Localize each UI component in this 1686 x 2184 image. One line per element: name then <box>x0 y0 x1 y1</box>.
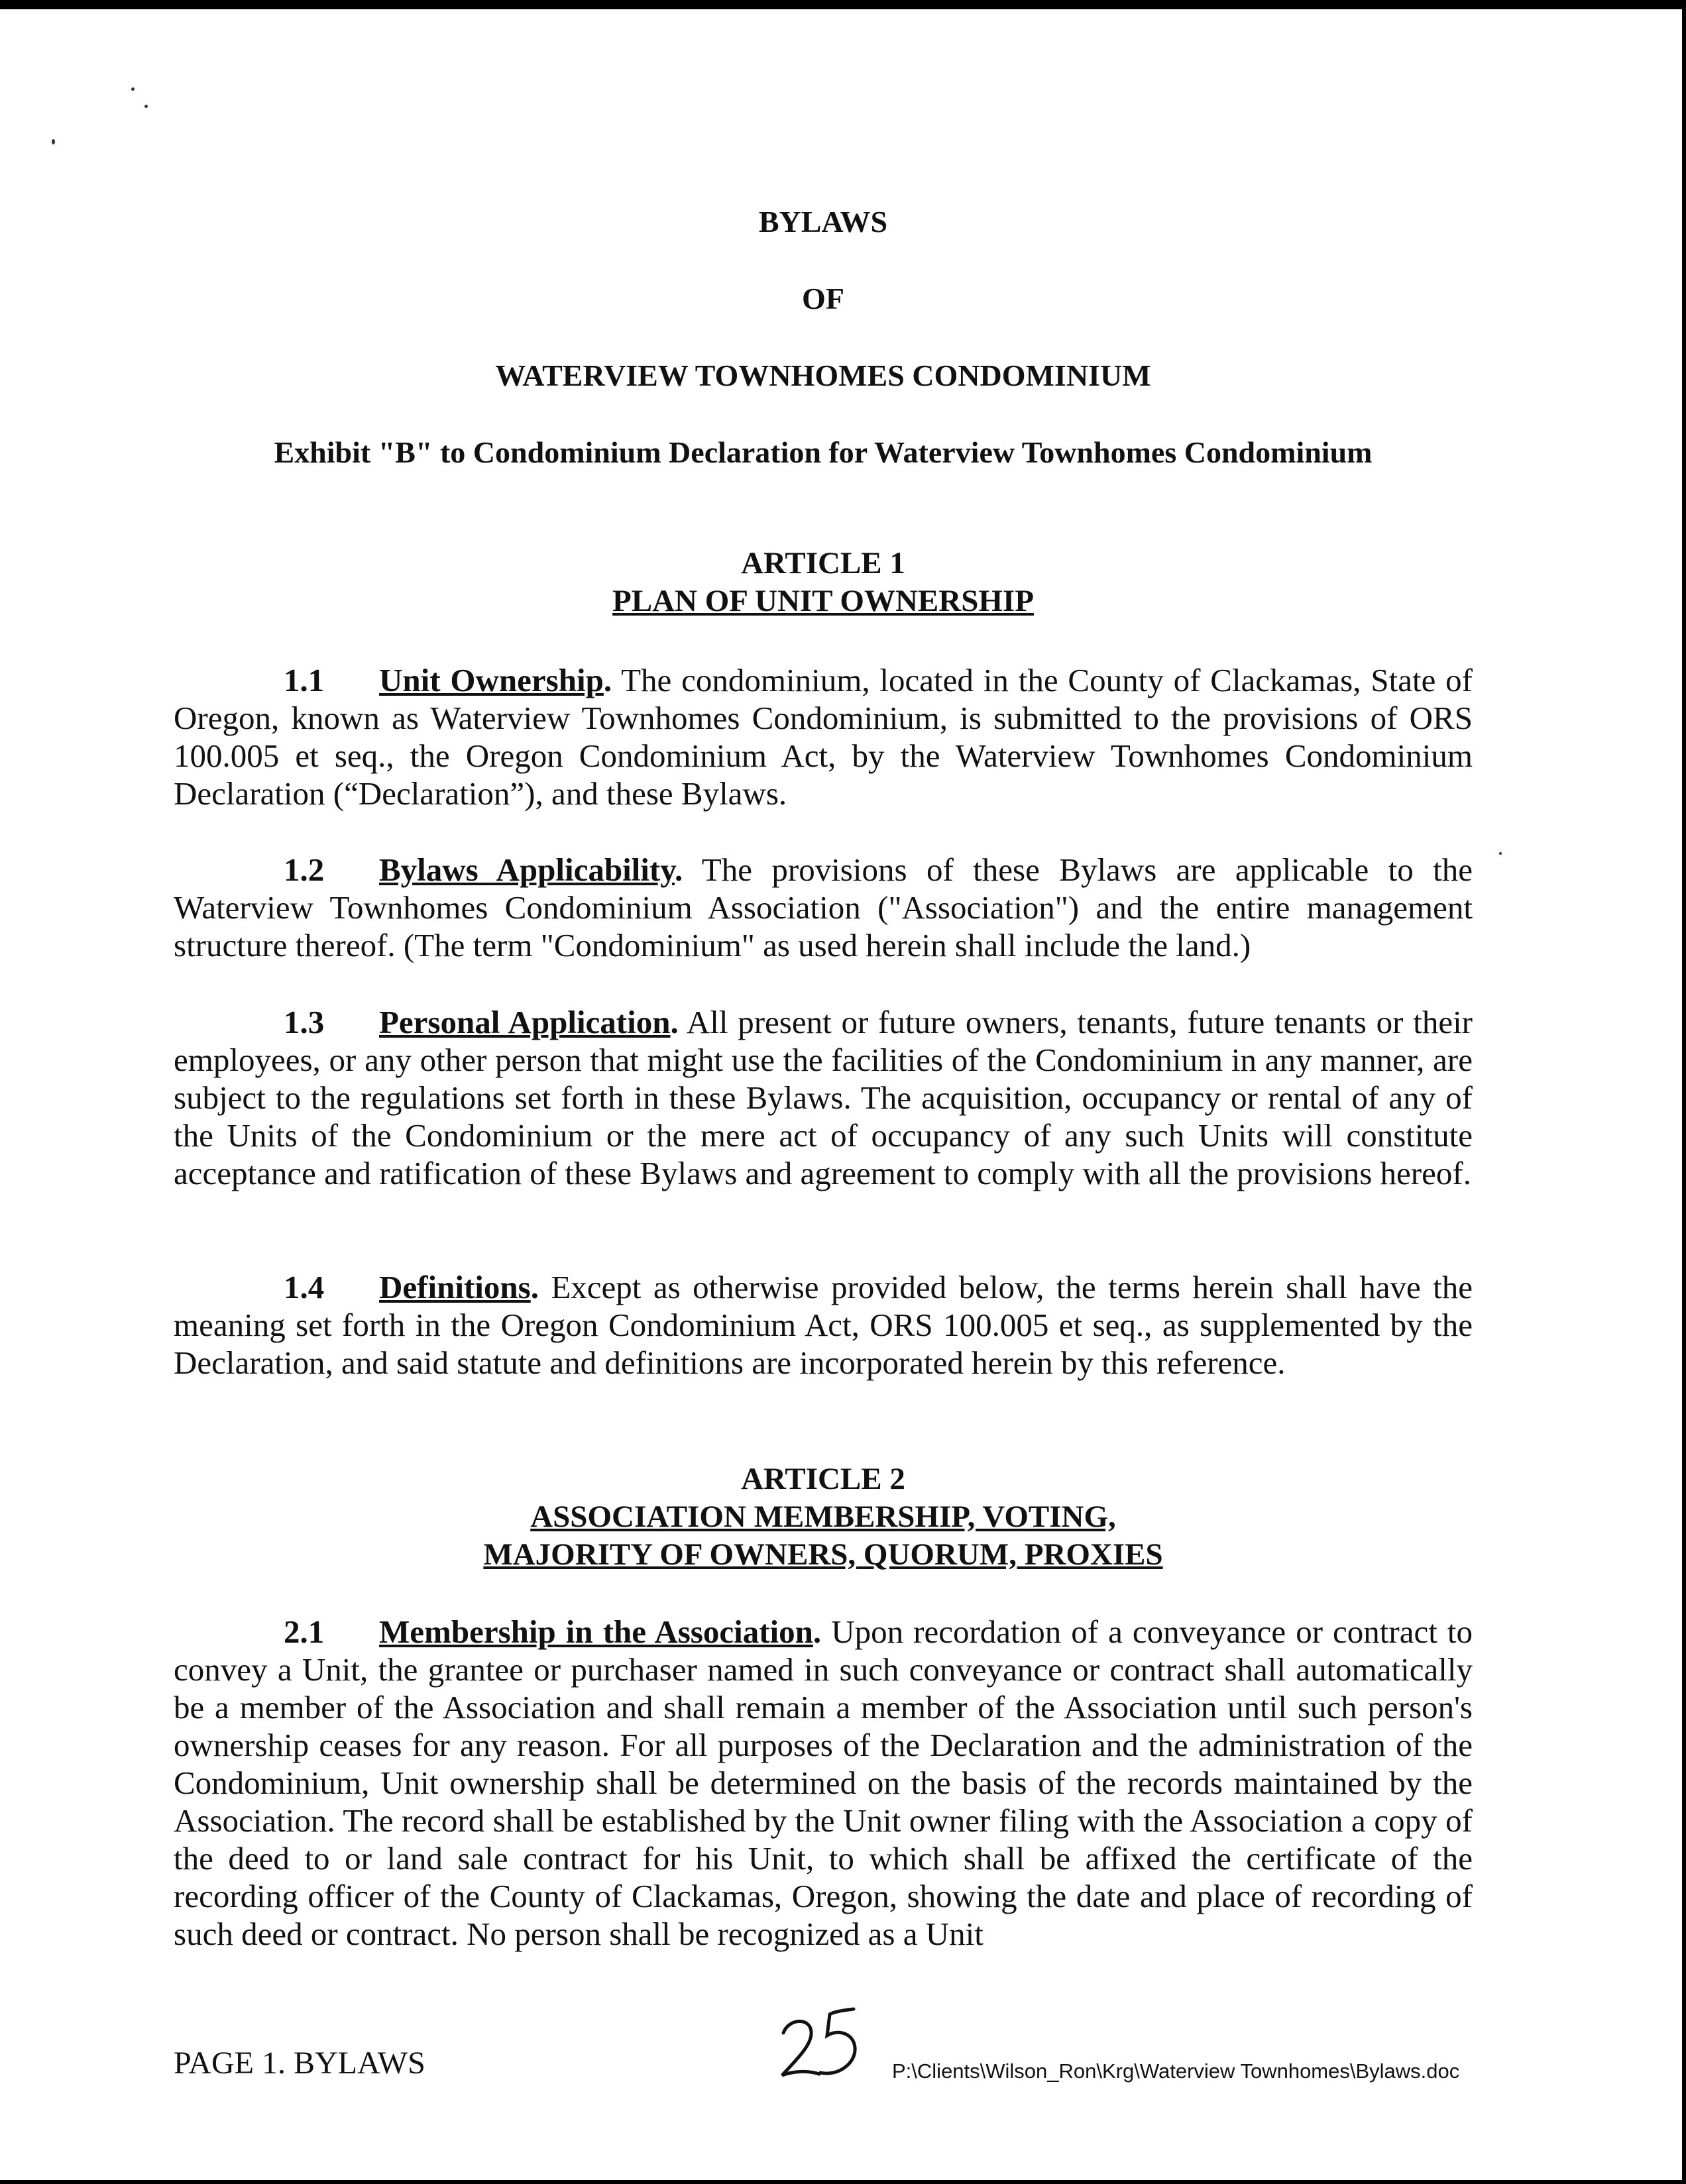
section-text: The provisions of these Bylaws are applicable to the Waterview Townhomes Condominium Association ("Association") and the entire management structure thereof. (The term "Condominium" as used herein shall include the land.) <box>174 851 1473 963</box>
section-1-4: 1.4 Definitions. Except as otherwise provided below, the terms herein shall have the meaning set forth in the Oregon Condominium Act, ORS 100.005 et seq., as supplemented by the Declaration, and said statute and definitions are incorporated herein by this reference. <box>174 1269 1473 1381</box>
section-text: Except as otherwise provided below, the terms herein shall have the meaning set forth in the Oregon Condominium Act, ORS 100.005 et seq., as supplemented by the Declaration, and said statute and definitions are incorporated herein by this reference. <box>174 1269 1473 1381</box>
document-title-of: OF <box>802 282 844 315</box>
section-2-1: 2.1 Membership in the Association. Upon recordation of a conveyance or contract to convey a Unit, the grantee or purchaser named in such conveyance or contract shall automatically be a member of the Association and shall remain a member of the Association until such person's ownership ceases for any reason. For all purposes of the Declaration and the administration of the Condominium, Unit ownership shall be determined on the basis of the records maintained by the Association. The record shall be established by the Unit owner filing with the Association a copy of the deed to or land sale contract for his Unit, to which shall be affixed the certificate of the recording officer of the County of Clackamas, Oregon, showing the date and place of recording of such deed or contract. No person shall be recognized as a Unit <box>174 1613 1473 1952</box>
document-title-name: WATERVIEW TOWNHOMES CONDOMINIUM <box>495 358 1151 392</box>
document-title: BYLAWS <box>758 205 888 239</box>
article-1-title: PLAN OF UNIT OWNERSHIP <box>612 584 1034 618</box>
article-2-label: ARTICLE 2 <box>741 1462 905 1496</box>
scan-speck <box>1499 852 1502 855</box>
section-heading: Personal Application <box>379 1004 671 1040</box>
scan-speck <box>52 139 55 144</box>
section-number: 1.4 <box>284 1269 325 1305</box>
scan-speck <box>144 105 148 108</box>
section-text: Upon recordation of a conveyance or contract to convey a Unit, the grantee or purchaser named in such conveyance or contract shall automatically be a member of the Association and shall remain a member of the Association until such person's ownership ceases for any reason. For all purposes of the Declaration and the administration of the Condominium, Unit ownership shall be determined on the basis of the records maintained by the Association. The record shall be established by the Unit owner filing with the Association a copy of the deed to or land sale contract for his Unit, to which shall be affixed the certificate of the recording officer of the County of Clackamas, Oregon, showing the date and place of recording of such deed or contract. No person shall be recognized as a Unit <box>174 1613 1473 1952</box>
section-number: 1.3 <box>284 1004 325 1040</box>
handwritten-page-number <box>769 1994 875 2087</box>
article-2-title-line2: MAJORITY OF OWNERS, QUORUM, PROXIES <box>483 1537 1163 1572</box>
section-heading: Unit Ownership <box>379 662 604 698</box>
section-heading: Bylaws Applicability <box>379 851 675 888</box>
section-text: The condominium, located in the County of Clackamas, State of Oregon, known as Waterview Townhomes Condominium, is submitted to the provisions of ORS 100.005 et seq., the Oregon Condominium Act, by the Waterview Townhomes Condominium Declaration (“Declaration”), and these Bylaws. <box>174 662 1473 812</box>
footer-page-label: PAGE 1. BYLAWS <box>174 2046 425 2081</box>
section-1-3: 1.3 Personal Application. All present or future owners, tenants, future tenants or their employees, or any other person that might use the facilities of the Condominium in any manner, are subject to the regulations set forth in these Bylaws. The acquisition, occupancy or rental of any of the Units of the Condominium or the mere act of occupancy of any such Units will constitute acceptance and ratification of these Bylaws and agreement to comply with all the provisions hereof. <box>174 1004 1473 1191</box>
section-number: 1.1 <box>284 662 325 698</box>
document-subtitle: Exhibit "B" to Condominium Declaration for Waterview Townhomes Condominium <box>274 435 1373 469</box>
section-number: 2.1 <box>284 1613 325 1650</box>
scan-border-top <box>0 0 1686 9</box>
section-number: 1.2 <box>284 851 325 888</box>
section-heading: Definitions <box>379 1269 531 1305</box>
scan-speck <box>131 87 135 91</box>
article-2-title-line1: ASSOCIATION MEMBERSHIP, VOTING, <box>530 1500 1116 1534</box>
footer-file-path: P:\Clients\Wilson_Ron\Krg\Waterview Townhomes\Bylaws.doc <box>892 2059 1460 2083</box>
article-1-label: ARTICLE 1 <box>741 546 905 580</box>
article-1-heading <box>174 545 1473 620</box>
section-text: All present or future owners, tenants, future tenants or their employees, or any other person that might use the facilities of the Condominium in any manner, are subject to the regulations set forth in these Bylaws. The acquisition, occupancy or rental of any of the Units of the Condominium or the mere act of occupancy of any such Units will constitute acceptance and ratification of these Bylaws and agreement to comply with all the provisions hereof. <box>174 1004 1473 1191</box>
section-heading: Membership in the Association <box>379 1613 813 1650</box>
article-2-heading <box>174 1460 1473 1574</box>
section-1-2: 1.2 Bylaws Applicability. The provisions of these Bylaws are applicable to the Waterview Townhomes Condominium Association ("Association") and the entire management structure thereof. (The term "Condominium" as used herein shall include the land.) <box>174 851 1473 963</box>
scan-border-bottom <box>0 2180 1686 2184</box>
section-1-1: 1.1 Unit Ownership. The condominium, located in the County of Clackamas, State of Oregon, known as Waterview Townhomes Condominium, is submitted to the provisions of ORS 100.005 et seq., the Oregon Condominium Act, by the Waterview Townhomes Condominium Declaration (“Declaration”), and these Bylaws. <box>174 662 1473 812</box>
scan-border-right <box>1682 0 1686 2184</box>
